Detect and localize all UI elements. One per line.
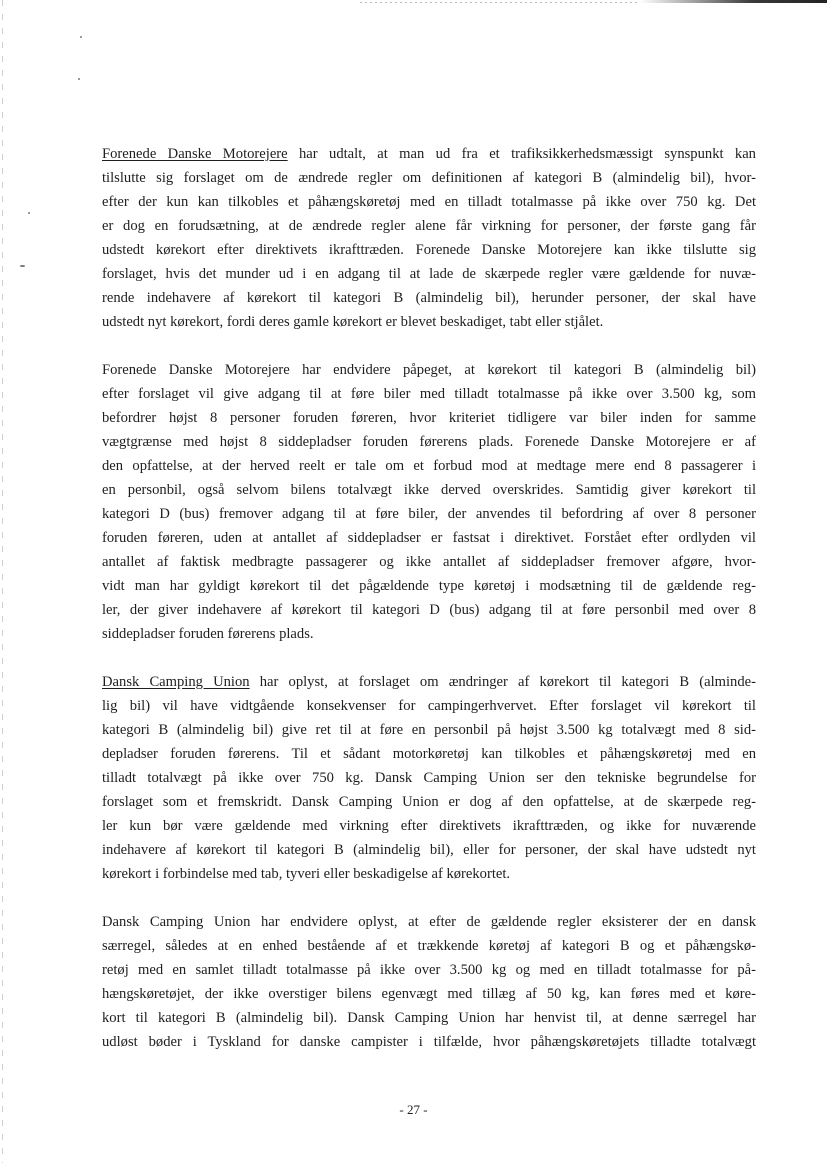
- line-text: Dansk Camping Union har endvidere oplyst, at efter de gældende regler eksisterer der en dansk: [102, 914, 756, 930]
- text-line: [102, 238, 756, 262]
- text-line: [102, 934, 756, 958]
- line-text: udstedt nyt kørekort, fordi deres gamle kørekort er blevet beskadiget, tabt eller stjålet.: [102, 314, 604, 330]
- line-text: befordrer højst 8 personer foruden føreren, hvor kriteriet tidligere var biler inden for samme: [102, 410, 756, 426]
- text-line: [102, 694, 756, 718]
- line-text: retøj med en samlet tilladt totalmasse på ikke over 3.500 kg og med en tilladt totalmasse for på-: [102, 962, 756, 978]
- text-line: [102, 958, 756, 982]
- text-line: [102, 598, 756, 622]
- line-text: har oplyst, at forslaget om ændringer af kørekort til kategori B (alminde-: [249, 674, 756, 690]
- line-text: rende indehavere af kørekort til kategori B (almindelig bil), herunder personer, der skal have: [102, 290, 756, 306]
- scan-artifact-top-faint: [360, 2, 640, 3]
- text-line: [102, 310, 756, 334]
- text-line: [102, 814, 756, 838]
- scan-speck: [28, 212, 30, 214]
- line-text: foruden føreren, uden at antallet af siddepladser er fastsat i direktivet. Forstået efter ordlyden vil: [102, 530, 756, 546]
- scan-speck: [20, 265, 25, 267]
- paragraph: [102, 670, 756, 886]
- text-line: [102, 214, 756, 238]
- line-text: lig bil) vil have vidtgående konsekvenser for campingerhvervet. Efter forslaget vil kørekort til: [102, 698, 756, 714]
- line-text: tilslutte sig forslaget om de ændrede regler om definitionen af kategori B (almindelig bil), hvor-: [102, 170, 756, 186]
- text-line: [102, 358, 756, 382]
- text-line: [102, 478, 756, 502]
- line-text: kort til kategori B (almindelig bil). Dansk Camping Union har henvist til, at denne særregel har: [102, 1010, 756, 1026]
- text-line: [102, 766, 756, 790]
- line-text: kørekort i forbindelse med tab, tyveri eller beskadigelse af kørekortet.: [102, 866, 511, 882]
- text-line: [102, 550, 756, 574]
- line-text: efter forslaget vil give adgang til at føre biler med tilladt totalmasse på ikke over 3.500 kg, som: [102, 386, 756, 402]
- text-line: [102, 982, 756, 1006]
- line-text: forslaget, hvis det munder ud i en adgang til at lade de skærpede regler være gældende for nuvæ-: [102, 266, 756, 282]
- scan-speck: [80, 36, 82, 38]
- text-line: [102, 382, 756, 406]
- scan-speck: [78, 78, 80, 80]
- text-line: [102, 190, 756, 214]
- line-text: kategori D (bus) fremover adgang til at føre biler, der anvendes til befordring af over 8 personer: [102, 506, 756, 522]
- line-text: udstedt kørekort efter direktivets ikrafttræden. Forenede Danske Motorejere kan ikke tilslutte sig: [102, 242, 756, 258]
- line-text: vidt man har gyldigt kørekort til det pågældende type køretøj i modsætning til de gældende reg-: [102, 578, 756, 594]
- line-text: ler kun bør være gældende med virkning efter direktivets ikrafttræden, og ikke for nuværende: [102, 818, 756, 834]
- line-text: er dog en forudsætning, at de ændrede regler alene får virkning for personer, der første gang får: [102, 218, 756, 234]
- paragraph: [102, 358, 756, 646]
- line-text: en personbil, også selvom bilens totalvægt ikke derved overskrides. Samtidig giver kørekort til: [102, 482, 756, 498]
- line-text: hængskøretøjet, der ikke overstiger bilens egenvægt med tillæg af 50 kg, kan føres med et køre-: [102, 986, 756, 1002]
- line-text: ler, der giver indehavere af kørekort til kategori D (bus) adgang til at føre personbil med over 8: [102, 602, 756, 618]
- page-number: - 27 -: [399, 1102, 428, 1117]
- text-line: [102, 526, 756, 550]
- text-line: [102, 262, 756, 286]
- text-line: [102, 502, 756, 526]
- line-text: vægtgrænse med højst 8 siddepladser foruden førerens plads. Forenede Danske Motorejere er af: [102, 434, 756, 450]
- text-line: [102, 454, 756, 478]
- line-text: tilladt totalvægt på ikke over 750 kg. Dansk Camping Union ser den tekniske begrundelse for: [102, 770, 756, 786]
- text-line: [102, 670, 756, 694]
- text-line: [102, 286, 756, 310]
- line-text: antallet af faktisk medbragte passagerer og ikke antallet af siddepladser fremover afgøre, hvor-: [102, 554, 756, 570]
- text-line: [102, 1030, 756, 1054]
- text-line: [102, 406, 756, 430]
- line-text: Forenede Danske Motorejere har endvidere påpeget, at kørekort til kategori B (almindelig bil): [102, 362, 756, 378]
- line-text: særregel, således at en enhed bestående af et trækkende køretøj af kategori B og et påhængskø-: [102, 938, 756, 954]
- paragraph: [102, 910, 756, 1054]
- organization-name: Forenede Danske Motorejere: [102, 146, 288, 162]
- scan-artifact-left: [2, 0, 3, 1163]
- line-text: forslaget som et fremskridt. Dansk Camping Union er dog af den opfattelse, at de skærpede reg-: [102, 794, 756, 810]
- scan-artifact-top: [640, 0, 827, 3]
- line-text: den opfattelse, at der herved reelt er tale om et forbud mod at medtage mere end 8 passagerer i: [102, 458, 756, 474]
- line-text: udløst bøder i Tyskland for danske campister i tilfælde, hvor påhængskøretøjets tilladte totalvægt: [102, 1034, 756, 1050]
- line-text: depladser foruden førerens. Til et sådant motorkøretøj kan tilkobles et påhængskøretøj med en: [102, 746, 756, 762]
- line-text: efter der kun kan tilkobles et påhængskøretøj med en tilladt totalmasse på ikke over 750 kg. Det: [102, 194, 756, 210]
- text-line: [102, 1006, 756, 1030]
- text-line: [102, 790, 756, 814]
- line-text: kategori B (almindelig bil) give ret til at føre en personbil på højst 3.500 kg totalvægt med 8 sid-: [102, 722, 756, 738]
- text-line: [102, 718, 756, 742]
- text-line: [102, 430, 756, 454]
- text-line: [102, 862, 756, 886]
- line-text: indehavere af kørekort til kategori B (almindelig bil), eller for personer, der skal have udstedt nyt: [102, 842, 756, 858]
- text-line: [102, 574, 756, 598]
- text-line: [102, 910, 756, 934]
- organization-name: Dansk Camping Union: [102, 674, 250, 690]
- text-line: [102, 742, 756, 766]
- text-line: [102, 166, 756, 190]
- text-line: [102, 838, 756, 862]
- text-line: [102, 622, 756, 646]
- line-text: siddepladser foruden førerens plads.: [102, 626, 314, 642]
- document-body: [102, 142, 756, 1078]
- paragraph: [102, 142, 756, 334]
- line-text: har udtalt, at man ud fra et trafiksikkerhedsmæssigt synspunkt kan: [287, 146, 756, 162]
- text-line: [102, 142, 756, 166]
